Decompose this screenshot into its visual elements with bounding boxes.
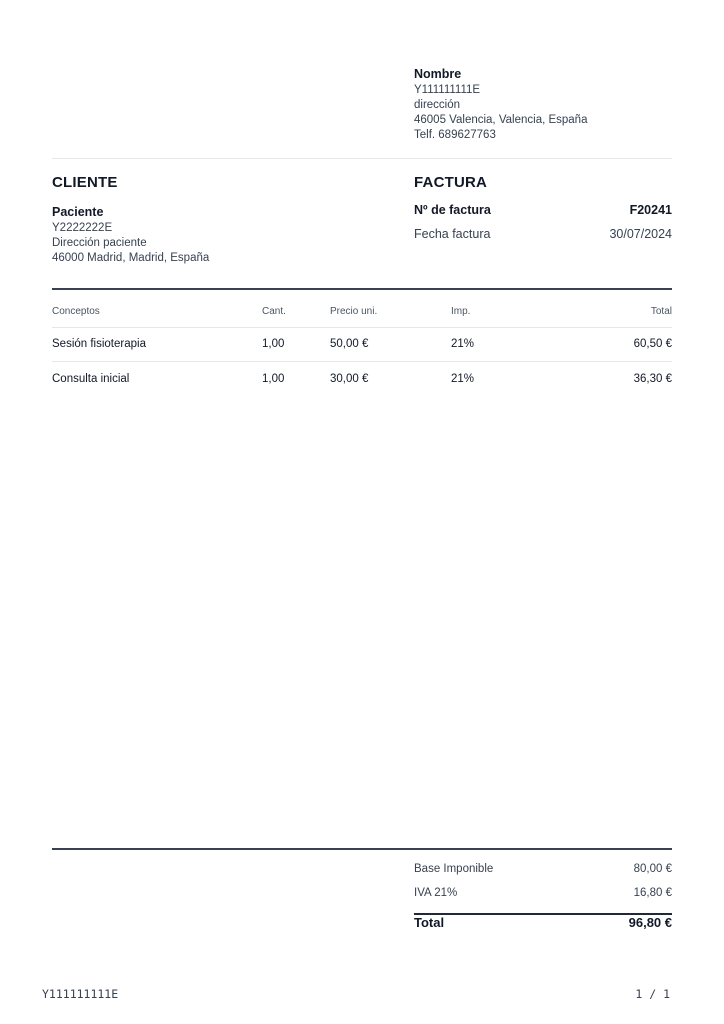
row-concept: Sesión fisioterapia (52, 338, 146, 350)
table-row (52, 363, 672, 397)
issuer-tax-id: Y111111111E (414, 84, 481, 96)
issuer-block (414, 66, 674, 143)
vat-value: 16,80 € (633, 887, 672, 899)
total-row (414, 915, 672, 935)
invoice-number-value: F20241 (629, 203, 672, 217)
row-tax: 21% (451, 338, 475, 350)
client-block (52, 204, 352, 266)
col-header-total: Total (650, 306, 672, 317)
total-value: 96,80 € (628, 915, 672, 930)
row-qty: 1,00 (262, 373, 285, 385)
footer-tax-id: Y111111111E (42, 987, 119, 1001)
invoice-date-row (414, 227, 672, 245)
col-header-concept: Conceptos (52, 306, 100, 317)
row-total: 36,30 € (633, 373, 672, 385)
totals-top-border (52, 848, 672, 850)
client-name: Paciente (52, 205, 104, 219)
row-divider (52, 361, 672, 362)
invoice-date-label: Fecha factura (414, 227, 491, 241)
row-total: 60,50 € (633, 338, 672, 350)
issuer-phone: Telf. 689627763 (414, 129, 496, 141)
base-label: Base Imponible (414, 863, 494, 875)
row-unit-price: 30,00 € (330, 373, 369, 385)
invoice-section-title: FACTURA (414, 174, 488, 191)
col-header-unit-price: Precio uni. (330, 306, 378, 317)
row-unit-price: 50,00 € (330, 338, 369, 350)
col-header-qty: Cant. (262, 306, 286, 317)
vat-label: IVA 21% (414, 887, 458, 899)
invoice-number-label: Nº de factura (414, 203, 491, 217)
client-city: 46000 Madrid, Madrid, España (52, 252, 210, 264)
client-tax-id: Y2222222E (52, 222, 113, 234)
row-concept: Consulta inicial (52, 373, 130, 385)
issuer-city: 46005 Valencia, Valencia, España (414, 114, 588, 126)
issuer-name: Nombre (414, 67, 462, 81)
page-number: 1 / 1 (635, 987, 670, 1001)
col-header-tax: Imp. (451, 306, 471, 317)
client-section-title: CLIENTE (52, 174, 118, 191)
header-divider (52, 158, 672, 159)
table-top-border (52, 288, 672, 290)
total-label: Total (414, 915, 445, 930)
row-qty: 1,00 (262, 338, 285, 350)
invoice-date-value: 30/07/2024 (609, 227, 672, 241)
vat-row (414, 887, 672, 905)
row-tax: 21% (451, 373, 475, 385)
table-row (52, 328, 672, 362)
invoice-number-row (414, 203, 672, 221)
issuer-address: dirección (414, 99, 461, 111)
base-row (414, 863, 672, 881)
base-value: 80,00 € (633, 863, 672, 875)
client-address: Dirección paciente (52, 237, 147, 249)
